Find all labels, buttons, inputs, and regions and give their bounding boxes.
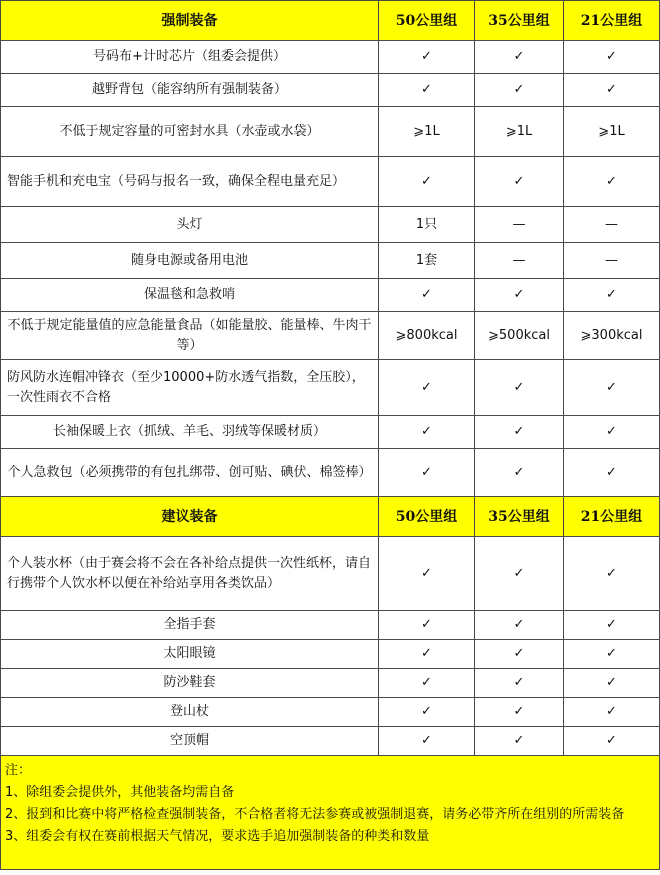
value-35k: ✓: [475, 698, 564, 727]
table-row: [1, 279, 660, 312]
value-21k: ✓: [564, 416, 660, 449]
table-row: [1, 107, 660, 157]
value-35k: —: [475, 207, 564, 243]
value-35k: ⩾1L: [475, 107, 564, 157]
item-name: 越野背包（能容纳所有强制装备）: [1, 74, 379, 107]
value-21k: ✓: [564, 727, 660, 756]
table-row: [1, 537, 660, 611]
value-50k: ✓: [379, 360, 475, 416]
notes-cell: [1, 756, 660, 870]
table-row: [1, 41, 660, 74]
table-row: [1, 727, 660, 756]
value-50k: ✓: [379, 157, 475, 207]
value-35k: ✓: [475, 360, 564, 416]
item-name: 空顶帽: [1, 727, 379, 756]
table-row: [1, 611, 660, 640]
value-50k: ✓: [379, 41, 475, 74]
item-name: 保温毯和急救哨: [1, 279, 379, 312]
value-50k: ⩾1L: [379, 107, 475, 157]
value-21k: ✓: [564, 41, 660, 74]
item-name: 个人急救包（必须携带的有包扎绑带、创可贴、碘伏、棉签棒）: [1, 449, 379, 497]
item-name: 长袖保暖上衣（抓绒、羊毛、羽绒等保暖材质）: [1, 416, 379, 449]
value-21k: ✓: [564, 157, 660, 207]
mandatory-header-title: 强制装备: [1, 1, 379, 41]
mandatory-header-row: [1, 1, 660, 41]
note-item-3: 3、组委会有权在赛前根据天气情况，要求选手追加强制装备的种类和数量: [5, 829, 430, 844]
value-50k: ✓: [379, 537, 475, 611]
note-item-2: 2、报到和比赛中将严格检查强制装备，不合格者将无法参赛或被强制退赛，请务必带齐所在组别的所需装备: [5, 807, 625, 822]
value-21k: ✓: [564, 698, 660, 727]
table-row: [1, 74, 660, 107]
value-35k: ⩾500kcal: [475, 312, 564, 360]
recommended-header-row: [1, 497, 660, 537]
value-21k: ✓: [564, 279, 660, 312]
notes-row: [1, 756, 660, 870]
value-50k: ⩾800kcal: [379, 312, 475, 360]
value-50k: ✓: [379, 449, 475, 497]
recommended-header-35k: 35公里组: [475, 497, 564, 537]
value-35k: ✓: [475, 157, 564, 207]
value-35k: ✓: [475, 669, 564, 698]
value-35k: ✓: [475, 449, 564, 497]
value-50k: ✓: [379, 640, 475, 669]
recommended-header-50k: 50公里组: [379, 497, 475, 537]
table-row: [1, 698, 660, 727]
item-name: 头灯: [1, 207, 379, 243]
mandatory-header-35k: 35公里组: [475, 1, 564, 41]
value-35k: ✓: [475, 279, 564, 312]
item-name: 智能手机和充电宝（号码与报名一致，确保全程电量充足）: [1, 157, 379, 207]
table-row: [1, 416, 660, 449]
value-50k: 1只: [379, 207, 475, 243]
value-21k: —: [564, 243, 660, 279]
notes-heading: 注：: [5, 763, 32, 778]
value-50k: ✓: [379, 279, 475, 312]
table-row: [1, 640, 660, 669]
value-50k: ✓: [379, 698, 475, 727]
value-50k: ✓: [379, 416, 475, 449]
value-21k: ✓: [564, 611, 660, 640]
value-35k: ✓: [475, 74, 564, 107]
table-row: [1, 207, 660, 243]
value-50k: ✓: [379, 74, 475, 107]
mandatory-header-21k: 21公里组: [564, 1, 660, 41]
value-21k: ✓: [564, 449, 660, 497]
value-50k: ✓: [379, 611, 475, 640]
table-row: [1, 312, 660, 360]
item-name: 不低于规定容量的可密封水具（水壶或水袋）: [1, 107, 379, 157]
value-35k: ✓: [475, 611, 564, 640]
value-21k: ✓: [564, 360, 660, 416]
value-35k: ✓: [475, 41, 564, 74]
item-name: 登山杖: [1, 698, 379, 727]
value-21k: —: [564, 207, 660, 243]
value-21k: ⩾1L: [564, 107, 660, 157]
recommended-header-21k: 21公里组: [564, 497, 660, 537]
value-35k: ✓: [475, 727, 564, 756]
note-item-1: 1、除组委会提供外，其他装备均需自备: [5, 785, 235, 800]
item-name: 号码布+计时芯片（组委会提供）: [1, 41, 379, 74]
item-name: 不低于规定能量值的应急能量食品（如能量胶、能量棒、牛肉干等）: [1, 312, 379, 360]
value-21k: ⩾300kcal: [564, 312, 660, 360]
table-row: [1, 157, 660, 207]
value-50k: 1套: [379, 243, 475, 279]
item-name: 个人装水杯（由于赛会将不会在各补给点提供一次性纸杯，请自行携带个人饮水杯以便在补给站享用各类饮品）: [1, 537, 379, 611]
table-row: [1, 449, 660, 497]
table-row: [1, 243, 660, 279]
value-35k: ✓: [475, 537, 564, 611]
mandatory-header-50k: 50公里组: [379, 1, 475, 41]
value-35k: —: [475, 243, 564, 279]
value-21k: ✓: [564, 537, 660, 611]
value-21k: ✓: [564, 669, 660, 698]
value-50k: ✓: [379, 727, 475, 756]
table-row: [1, 360, 660, 416]
item-name: 防风防水连帽冲锋衣（至少10000+防水透气指数，全压胶），一次性雨衣不合格: [1, 360, 379, 416]
recommended-header-title: 建议装备: [1, 497, 379, 537]
value-35k: ✓: [475, 640, 564, 669]
table-row: [1, 669, 660, 698]
item-name: 随身电源或备用电池: [1, 243, 379, 279]
value-35k: ✓: [475, 416, 564, 449]
item-name: 防沙鞋套: [1, 669, 379, 698]
value-50k: ✓: [379, 669, 475, 698]
value-21k: ✓: [564, 640, 660, 669]
item-name: 太阳眼镜: [1, 640, 379, 669]
item-name: 全指手套: [1, 611, 379, 640]
value-21k: ✓: [564, 74, 660, 107]
